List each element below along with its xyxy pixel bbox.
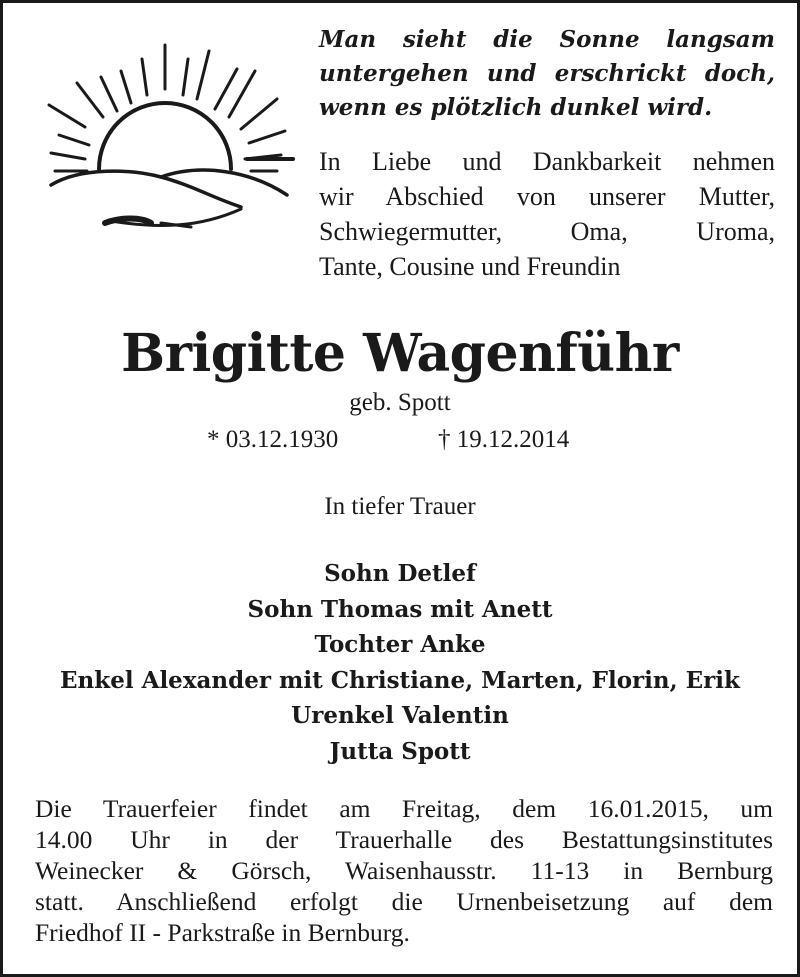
ceremony-line: Friedhof II - Parkstraße in Bernburg. bbox=[35, 918, 410, 947]
ceremony-line: Die Trauerfeier findet am Freitag, dem 16.01.2015, um bbox=[35, 794, 773, 823]
ceremony-line: 14.00 Uhr in der Trauerhalle des Bestattungsinstitutes bbox=[35, 825, 773, 854]
setting-sun-over-hills-icon bbox=[41, 37, 297, 247]
family-member: Tochter Anke bbox=[314, 631, 486, 658]
ceremony-line: Weinecker & Görsch, Waisenhausstr. 11-13 in Bernburg bbox=[35, 856, 773, 885]
maiden-name: geb. Spott bbox=[349, 389, 451, 416]
family-member: Jutta Spott bbox=[329, 737, 471, 765]
quote-verse bbox=[319, 23, 775, 125]
ceremony-line: statt. Anschließend erfolgt die Urnenbeisetzung auf dem bbox=[35, 887, 773, 916]
ceremony-details bbox=[35, 793, 773, 948]
farewell-intro bbox=[319, 144, 775, 284]
quote-line: wenn es plötzlich dunkel wird. bbox=[319, 94, 713, 121]
intro-line: In Liebe und Dankbarkeit nehmen bbox=[319, 147, 775, 176]
family-member: Enkel Alexander mit Christiane, Marten, Florin, Erik bbox=[60, 666, 740, 694]
family-member: Urenkel Valentin bbox=[291, 702, 509, 729]
birth-date: * 03.12.1930 bbox=[207, 426, 339, 453]
deceased-name: Brigitte Wagenführ bbox=[121, 323, 679, 384]
quote-line: untergehen und erschrickt doch, bbox=[319, 60, 775, 87]
intro-line: wir Abschied von unserer Mutter, bbox=[319, 182, 775, 211]
family-member: Sohn Thomas mit Anett bbox=[247, 595, 553, 623]
family-member: Sohn Detlef bbox=[324, 560, 476, 587]
intro-line: Tante, Cousine und Freundin bbox=[319, 252, 621, 281]
mourning-line: In tiefer Trauer bbox=[324, 493, 476, 520]
intro-line: Schwiegermutter, Oma, Uroma, bbox=[319, 217, 775, 246]
quote-line: Man sieht die Sonne langsam bbox=[319, 26, 775, 53]
death-date: † 19.12.2014 bbox=[438, 426, 570, 453]
family-list bbox=[3, 556, 797, 769]
